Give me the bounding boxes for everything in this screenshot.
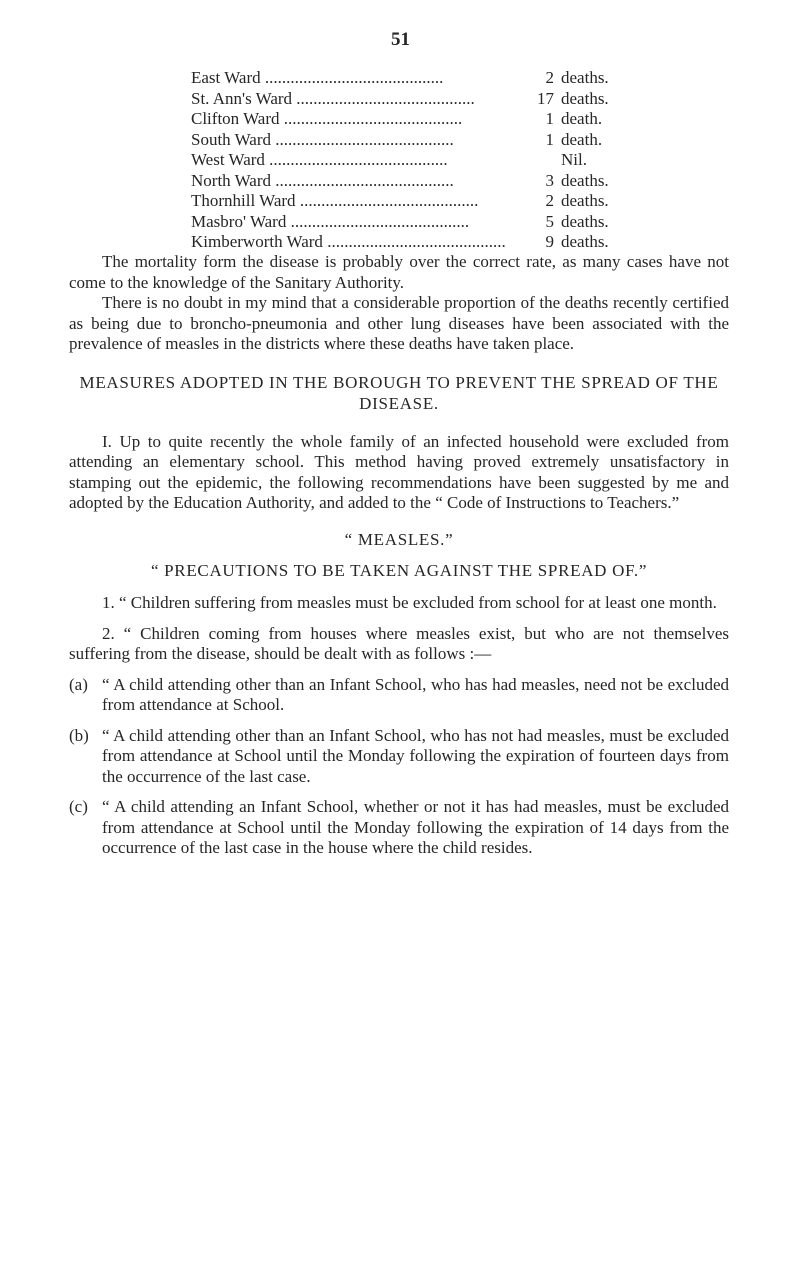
code-title: “ MEASLES.” — [344, 529, 454, 549]
ward-death-unit: deaths. — [561, 232, 609, 251]
sub-rule-item — [69, 726, 729, 788]
ward-row — [191, 130, 651, 151]
rule-item: 1. “ Children suffering from measles must be excluded from school for at least one month. — [102, 593, 717, 612]
ward-name: Clifton Ward .......................................... — [191, 109, 463, 128]
sub-rule-label: (b) — [69, 725, 89, 745]
ward-name: Kimberworth Ward .......................................... — [191, 232, 506, 251]
ward-death-count: 1 — [545, 129, 554, 149]
ward-name: St. Ann's Ward .......................................... — [191, 88, 475, 108]
ward-row — [191, 68, 651, 89]
ward-death-unit: death. — [561, 109, 603, 128]
ward-name: South Ward .......................................... — [191, 129, 454, 149]
sub-rule-text: “ A child attending other than an Infant School, who has had measles, need not be excluded from attendance at School. — [102, 674, 729, 714]
paragraph: The mortality form the disease is probably over the correct rate, as many cases have not come to the knowledge of the Sanitary Authority. — [69, 252, 729, 292]
sub-rule-label: (c) — [69, 797, 88, 816]
ward-death-count: 2 — [545, 68, 554, 87]
ward-death-count: 2 — [545, 191, 554, 210]
ward-row — [191, 191, 651, 212]
ward-death-unit: deaths. — [561, 191, 609, 210]
sub-rule-item — [69, 797, 729, 859]
ward-row — [191, 150, 651, 171]
sub-rule-text: “ A child attending an Infant School, whether or not it has had measles, must be excluded from attendance at School until the Monday following the expiration of 14 days from the occurrence of the last case in the house where the child resides. — [102, 797, 729, 857]
ward-death-unit: Nil. — [561, 150, 587, 169]
ward-death-count: 1 — [545, 109, 554, 128]
measure-paragraph: I. Up to quite recently the whole family of an infected household were excluded from attending an elementary school. This method having proved extremely unsatisfactory in stamping out the epidemic, the following recommendations have been suggested by me and adopted by the Education Authority, and added to the “ Code of Instructions to Teachers.” — [69, 431, 729, 512]
ward-name: East Ward .......................................... — [191, 68, 444, 87]
sub-rule-label: (a) — [69, 674, 88, 694]
ward-row — [191, 232, 651, 253]
ward-name: Masbro' Ward .......................................... — [191, 211, 470, 231]
section-heading: MEASURES ADOPTED IN THE BOROUGH TO PREVENT THE SPREAD OF THE DISEASE. — [79, 372, 719, 413]
paragraph: There is no doubt in my mind that a considerable proportion of the deaths recently certified as being due to broncho-pneumonia and other lung diseases have been associated with the prevalence of measles in the districts where these deaths have taken place. — [69, 293, 729, 353]
ward-death-count: 17 — [537, 88, 554, 108]
body-text — [69, 252, 729, 869]
ward-row — [191, 89, 651, 110]
ward-row — [191, 109, 651, 130]
page-number: 51 — [391, 29, 410, 50]
ward-death-unit: deaths. — [561, 88, 609, 108]
ward-row — [191, 171, 651, 192]
code-subtitle: “ PRECAUTIONS TO BE TAKEN AGAINST THE SPREAD OF.” — [150, 561, 648, 580]
ward-name: West Ward .......................................... — [191, 150, 448, 169]
ward-death-unit: deaths. — [561, 211, 609, 231]
ward-death-count: 9 — [545, 232, 554, 251]
ward-death-unit: deaths. — [561, 68, 609, 87]
rule-item: 2. “ Children coming from houses where measles exist, but who are not themselves suffering from the disease, should be dealt with as follows :— — [69, 623, 729, 663]
ward-death-unit: death. — [561, 129, 603, 149]
sub-rule-text: “ A child attending other than an Infant School, who has not had measles, must be excluded from attendance at School until the Monday following the expiration of fourteen days from the occurrence of the last case. — [102, 725, 729, 786]
ward-death-count: 3 — [545, 170, 554, 190]
ward-name: Thornhill Ward .......................................... — [191, 191, 479, 210]
ward-death-count — [513, 150, 561, 171]
ward-deaths-table — [191, 68, 651, 253]
ward-name: North Ward .......................................... — [191, 170, 454, 190]
ward-row — [191, 212, 651, 233]
sub-rule-item — [69, 675, 729, 716]
ward-death-unit: deaths. — [561, 170, 609, 190]
ward-death-count: 5 — [545, 211, 554, 231]
